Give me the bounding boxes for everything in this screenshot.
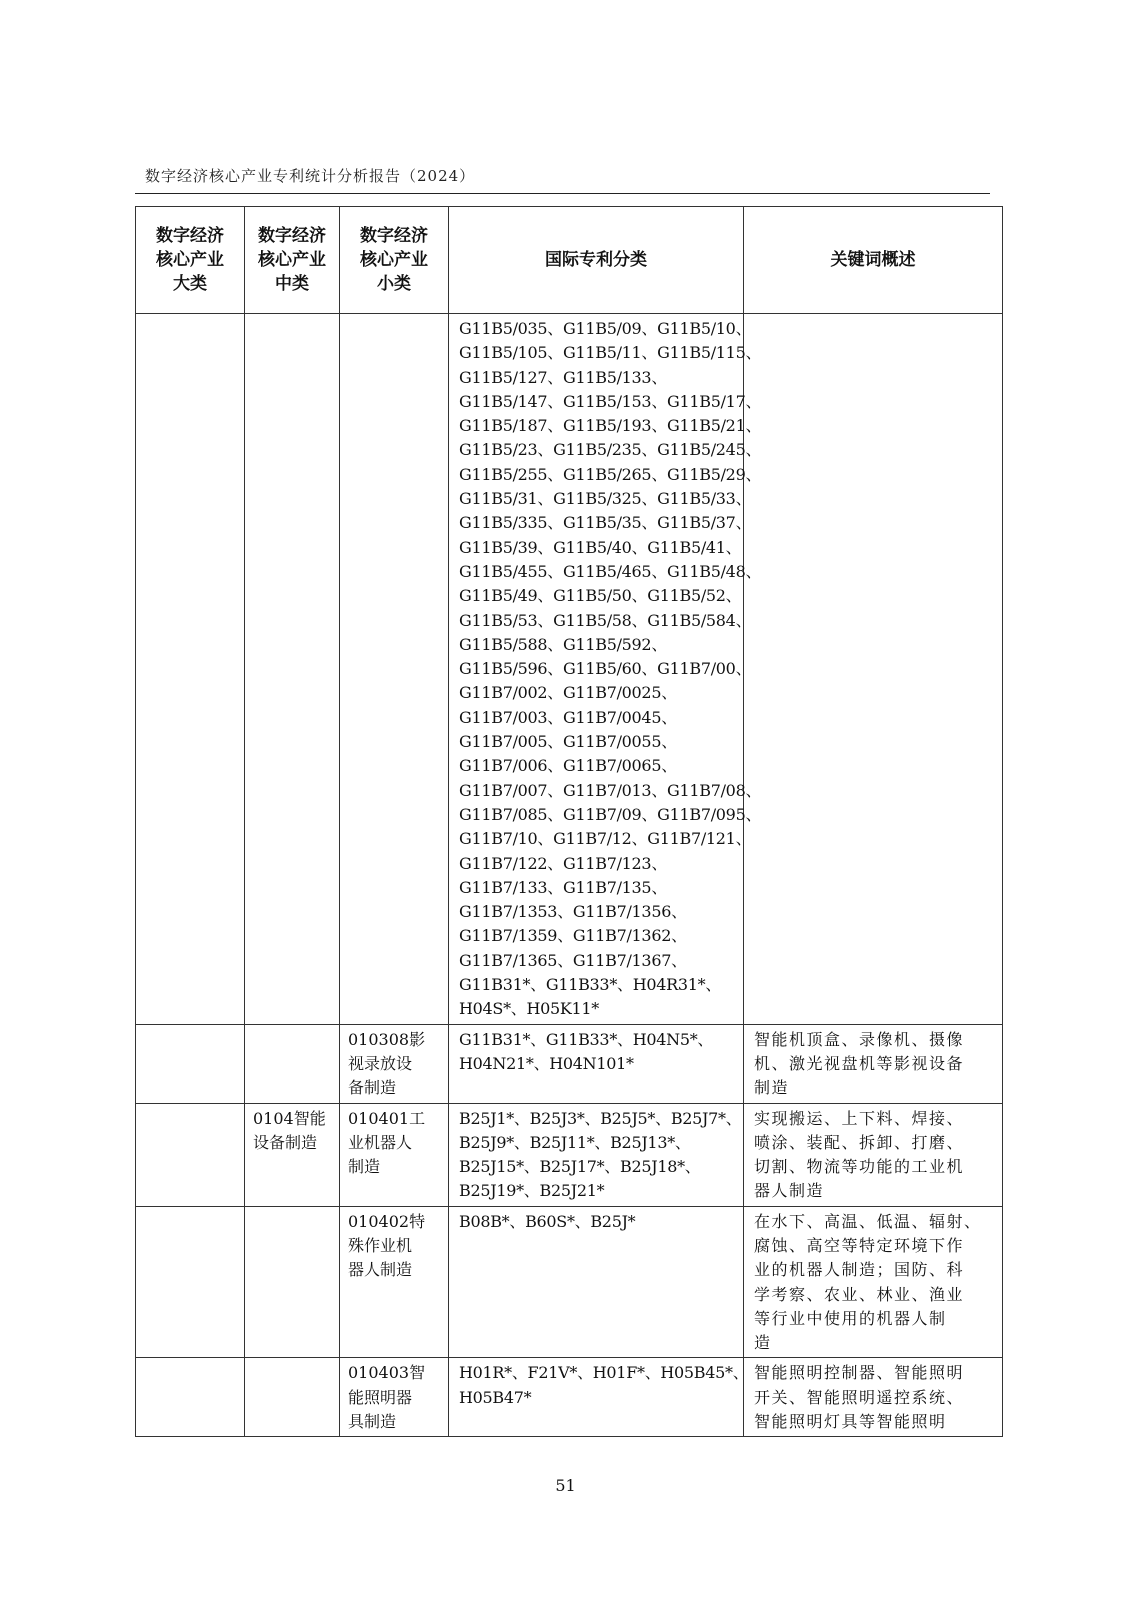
cell-text-line: G11B7/1359、G11B7/1362、: [459, 926, 687, 946]
cell-text-line: G11B5/53、G11B5/58、G11B5/584、: [459, 610, 752, 630]
cell-text-line: G11B5/147、G11B5/153、G11B5/17、: [459, 391, 762, 411]
cell-keywords: [744, 1358, 1003, 1437]
cell-text-line: G11B5/588、G11B5/592、: [459, 634, 668, 654]
cell-text-line: H04S*、H05K11*: [459, 999, 599, 1019]
cell-text-line: G11B7/007、G11B7/013、G11B7/08、: [459, 780, 762, 800]
cell-text-line: G11B5/39、G11B5/40、G11B5/41、: [459, 537, 742, 557]
cell-minor-category: [340, 314, 449, 1025]
cell-text-line: 智能机顶盒、录像机、摄像: [754, 1029, 965, 1049]
cell-major-category: [136, 1024, 245, 1103]
cell-ipc-codes: [449, 1358, 749, 1437]
cell-text-line: 在水下、高温、低温、辐射、: [754, 1211, 982, 1231]
cell-text-line: 010402特: [348, 1211, 426, 1231]
cell-minor-category: [340, 1024, 449, 1103]
cell-text-line: G11B5/23、G11B5/235、G11B5/245、: [459, 440, 762, 460]
cell-text-line: G11B5/035、G11B5/09、G11B5/10、: [459, 319, 752, 338]
cell-minor-category: [340, 1358, 449, 1437]
cell-major-category: [136, 1206, 245, 1358]
cell-text-line: B25J15*、B25J17*、B25J18*、: [459, 1157, 701, 1177]
cell-major-category: [136, 314, 245, 1025]
cell-text-line: 备制造: [348, 1078, 397, 1098]
cell-text-line: G11B7/005、G11B7/0055、: [459, 732, 677, 752]
cell-keywords: [744, 1103, 1003, 1206]
cell-text-line: G11B7/133、G11B7/135、: [459, 877, 668, 897]
cell-text-line: G11B7/006、G11B7/0065、: [459, 756, 677, 776]
cell-text-line: 视录放设: [348, 1053, 413, 1073]
cell-middle-category: [245, 1358, 340, 1437]
cell-text-line: 殊作业机: [348, 1235, 413, 1255]
cell-ipc-codes: [449, 1103, 744, 1206]
cell-major-category: [136, 1358, 245, 1437]
header-middle-category: 数字经济 核心产业 中类: [245, 207, 340, 314]
cell-text-line: 智能照明灯具等智能照明: [754, 1412, 947, 1432]
cell-text-line: 010401工: [348, 1108, 426, 1128]
page-number: 51: [555, 1476, 576, 1495]
cell-text-line: 学考察、农业、林业、渔业: [754, 1284, 965, 1304]
cell-text-line: H04N21*、H04N101*: [459, 1053, 634, 1073]
cell-text-line: G11B5/596、G11B5/60、G11B7/00、: [459, 659, 752, 679]
cell-text-line: G11B31*、G11B33*、H04R31*、: [459, 975, 722, 995]
cell-text-line: 腐蚀、高空等特定环境下作: [754, 1235, 965, 1255]
table-row: [136, 314, 1003, 1025]
cell-middle-category: [245, 1206, 340, 1358]
ipc-classification-table: [135, 206, 1003, 1437]
cell-text-line: 实现搬运、上下料、焊接、: [754, 1108, 965, 1128]
cell-text-line: G11B7/002、G11B7/0025、: [459, 683, 677, 703]
cell-ipc-codes: [449, 1206, 744, 1358]
cell-text-line: G11B5/255、G11B5/265、G11B5/29、: [459, 464, 762, 484]
table-header-row: [136, 207, 1003, 314]
cell-text-line: B08B*、B60S*、B25J*: [459, 1211, 636, 1231]
cell-text-line: 器人制造: [754, 1181, 825, 1201]
cell-text-line: G11B5/455、G11B5/465、G11B5/48、: [459, 561, 762, 581]
cell-text-line: H05B47*: [459, 1387, 532, 1407]
cell-text-line: G11B7/1365、G11B7/1367、: [459, 950, 687, 970]
cell-minor-category: [340, 1206, 449, 1358]
cell-text-line: 制造: [348, 1157, 381, 1177]
cell-text-line: B25J19*、B25J21*: [459, 1181, 605, 1201]
cell-text-line: G11B5/127、G11B5/133、: [459, 367, 668, 387]
cell-text-line: G11B31*、G11B33*、H04N5*、: [459, 1029, 714, 1049]
cell-text-line: 0104智能: [253, 1108, 326, 1128]
cell-text-line: G11B7/10、G11B7/12、G11B7/121、: [459, 829, 752, 849]
cell-text-line: 业的机器人制造；国防、科: [754, 1260, 965, 1280]
cell-text-line: 切割、物流等功能的工业机: [754, 1157, 965, 1177]
cell-text-line: 010403智: [348, 1363, 426, 1383]
running-header: 数字经济核心产业专利统计分析报告（2024）: [145, 167, 476, 185]
cell-text-line: G11B7/003、G11B7/0045、: [459, 707, 677, 727]
cell-text-line: G11B7/1353、G11B7/1356、: [459, 902, 687, 922]
cell-middle-category: [245, 1103, 340, 1206]
cell-text-line: 开关、智能照明遥控系统、: [754, 1387, 965, 1407]
cell-text-line: 智能照明控制器、智能照明: [754, 1363, 965, 1383]
cell-minor-category: [340, 1103, 449, 1206]
header-major-category: 数字经济 核心产业 大类: [136, 207, 245, 314]
cell-text-line: G11B5/187、G11B5/193、G11B5/21、: [459, 416, 762, 436]
cell-text-line: G11B5/105、G11B5/11、G11B5/115、: [459, 343, 762, 363]
cell-text-line: B25J9*、B25J11*、B25J13*、: [459, 1132, 691, 1152]
cell-text-line: G11B5/335、G11B5/35、G11B5/37、: [459, 513, 752, 533]
cell-text-line: G11B5/49、G11B5/50、G11B5/52、: [459, 586, 742, 606]
table-row: [136, 1103, 1003, 1206]
cell-ipc-codes: [449, 1024, 744, 1103]
cell-text-line: 喷涂、装配、拆卸、打磨、: [754, 1132, 965, 1152]
cell-text-line: G11B7/122、G11B7/123、: [459, 853, 668, 873]
cell-text-line: 设备制造: [253, 1132, 318, 1152]
table-row: [136, 1358, 1003, 1437]
cell-text-line: 制造: [754, 1078, 790, 1098]
header-minor-category: 数字经济 核心产业 小类: [340, 207, 449, 314]
cell-text-line: G11B7/085、G11B7/09、G11B7/095、: [459, 804, 762, 824]
cell-text-line: 能照明器: [348, 1387, 413, 1407]
table-row: [136, 1206, 1003, 1358]
cell-text-line: G11B5/31、G11B5/325、G11B5/33、: [459, 489, 752, 509]
header-ipc: 国际专利分类: [449, 207, 744, 314]
cell-text-line: 机、激光视盘机等影视设备: [754, 1053, 965, 1073]
cell-text-line: B25J1*、B25J3*、B25J5*、B25J7*、: [459, 1108, 742, 1128]
cell-text-line: 具制造: [348, 1412, 397, 1432]
cell-text-line: 等行业中使用的机器人制: [754, 1308, 947, 1328]
table-row: [136, 1024, 1003, 1103]
cell-keywords: [744, 314, 1003, 1025]
cell-text-line: 造: [754, 1333, 772, 1353]
cell-text-line: 010308影: [348, 1029, 426, 1049]
cell-text-line: 业机器人: [348, 1132, 413, 1152]
cell-middle-category: [245, 314, 340, 1025]
header-keywords: 关键词概述: [744, 207, 1003, 314]
cell-keywords: [744, 1206, 1003, 1358]
cell-text-line: 器人制造: [348, 1260, 413, 1280]
cell-major-category: [136, 1103, 245, 1206]
cell-ipc-codes: [449, 314, 762, 1025]
cell-keywords: [744, 1024, 1003, 1103]
cell-text-line: H01R*、F21V*、H01F*、H05B45*、: [459, 1363, 749, 1383]
header-rule: [135, 193, 990, 194]
cell-middle-category: [245, 1024, 340, 1103]
